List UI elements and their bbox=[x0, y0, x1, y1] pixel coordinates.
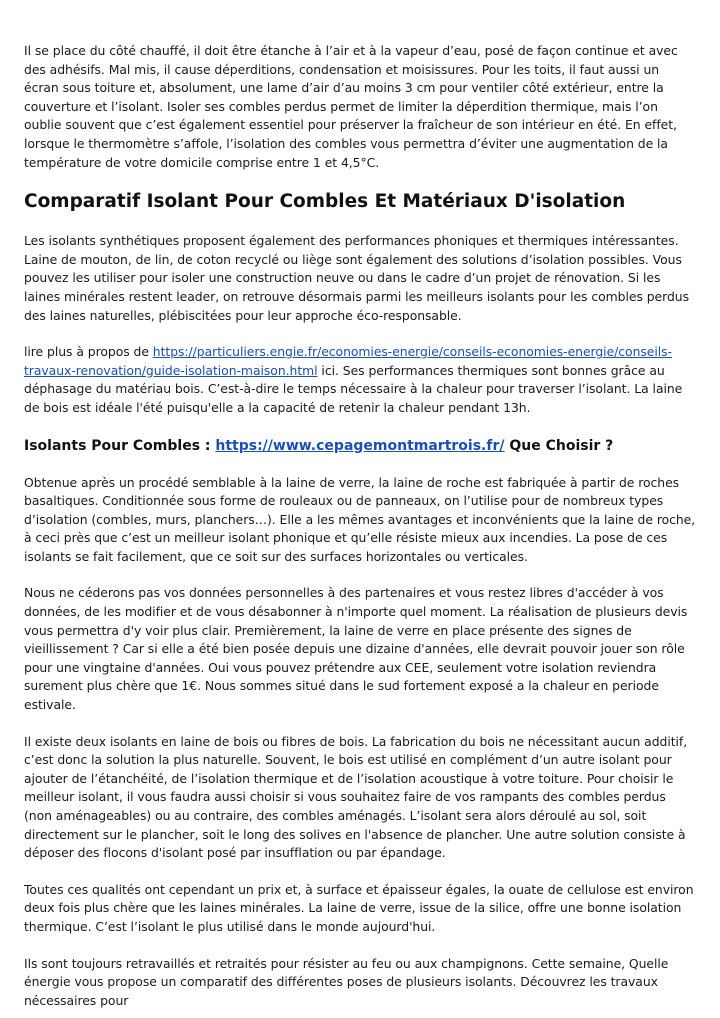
section1-paragraph-1: Les isolants synthétiques proposent également des performances phoniques et thermiques intéressantes. Laine de mouton, de lin, de coton recyclé ou liège sont également des solutions d’isolation possibles. Vous pouvez les utiliser pour isoler une construction neuve ou dans le cadre d’un projet de rénovation. Si les laines minérales restent leader, on retrouve désormais parmi les meilleurs isolants pour les combles perdus des laines naturelles, plébiscitées pour leur approche éco-responsable. bbox=[24, 233, 689, 323]
section2-paragraph-4: Toutes ces qualités ont cependant un prix et, à surface et épaisseur égales, la ouate de cellulose est environ deux fois plus chère que les laines minérales. La laine de verre, issue de la silice, offre une bonne isolation thermique. C’est l’isolant le plus utilisé dans le monde aujourd'hui. bbox=[24, 881, 694, 934]
engie-guide-link[interactable]: https://particuliers.engie.fr/economies-energie/conseils-economies-energie/conseils-travaux-renovation/guide-isolation-maison.html bbox=[24, 344, 672, 378]
section2-paragraph-3: Il existe deux isolants en laine de bois ou fibres de bois. La fabrication du bois ne nécessitant aucun additif, c’est donc la solution la plus naturelle. Souvent, le bois est utilisé en complément d’un autre isolant pour ajouter de l’étanchéité, de l’isolation thermique et de l’isolation acoustique à votre toiture. Pour choisir le meilleur isolant, il vous faudra aussi choisir si vous souhaitez faire de vos rampants des combles perdus (non aménageables) ou au contraire, des combles aménagés. L’isolant sera alors déroulé au sol, soit directement sur le plancher, soit le long des solives en l'absence de plancher. Une autre solution consiste à déposer des flocons d'isolant posé par insufflation ou par épandage. bbox=[24, 733, 688, 861]
section2-paragraph-2: Nous ne céderons pas vos données personnelles à des partenaires et vous restez libres d'accéder à vos données, de les modifier et de vous désabonner à n'importe quel moment. La réalisation de plusieurs devis vous permettra d'y voir plus clair. Premièrement, la laine de verre en place présente des signes de vieillissement ? Car si elle a été bien posée depuis une dizaine d'années, elle devrait pouvoir jouer son rôle pour une vingtaine d'années. Oui vous pouvez prétendre aux CEE, seulement votre isolation reviendra surement plus chère que 1€. Nous sommes situé dans le sud fortement exposé a la chaleur en periode estivale. bbox=[24, 585, 688, 713]
section2-paragraph-1: Obtenue après un procédé semblable à la laine de verre, la laine de roche est fabriquée à partir de roches basaltiques. Conditionnée sous forme de rouleaux ou de panneaux, on l’utilise pour de nombreux types d’isolation (combles, murs, planchers…). Elle a les mêmes avantages et inconvénients que la laine de roche, à ceci près que c’est un meilleur isolant phonique et qu’elle résiste mieux aux incendies. La pose de ces isolants se fait facilement, que ce soit sur des surfaces horizontales ou verticales. bbox=[24, 474, 696, 564]
heading-lead-text: Isolants Pour Combles : bbox=[24, 437, 216, 454]
section1-paragraph-2 bbox=[24, 343, 696, 417]
section-heading-isolants bbox=[24, 436, 696, 456]
cepage-link[interactable]: https://www.cepagemontmartrois.fr/ bbox=[215, 437, 505, 454]
link-trailing-text: ici. Ses performances thermiques sont bonnes grâce au déphasage du matériau bois. C’est-à-dire le temps nécessaire à la chaleur pour traverser l’isolant. La laine de bois est idéale l'été puisqu'elle a la capacité de retenir la chaleur pendant 13h. bbox=[24, 362, 683, 415]
link-lead-text: lire plus à propos de bbox=[24, 344, 153, 360]
intro-paragraph: Il se place du côté chauffé, il doit être étanche à l’air et à la vapeur d’eau, posé de façon continue et avec des adhésifs. Mal mis, il cause déperditions, condensation et moisissures. Pour les toits, il faut aussi un écran sous toiture et, absolument, une lame d’air d’au moins 3 cm pour ventiler côté extérieur, entre la couverture et l’isolant. Isoler ses combles perdus permet de limiter la déperdition thermique, mais l’on oublie souvent que c’est également essentiel pour préserver la fraîcheur de son intérieur en été. En effet, lorsque le thermomètre s’affole, l’isolation des combles vous permettra d’éviter une augmentation de la température de votre domicile comprise entre 1 et 4,5°C. bbox=[24, 43, 678, 170]
section2-paragraph-5: Ils sont toujours retravaillés et retraités pour résister au feu ou aux champignons. Cette semaine, Quelle énergie vous propose un comparatif des différentes poses de plusieurs isolants. Découvrez les travaux nécessaires pour bbox=[24, 955, 669, 1008]
heading-trailing-text: Que Choisir ? bbox=[504, 437, 614, 454]
section-heading-comparatif: Comparatif Isolant Pour Combles Et Matériaux D'isolation bbox=[24, 191, 626, 213]
